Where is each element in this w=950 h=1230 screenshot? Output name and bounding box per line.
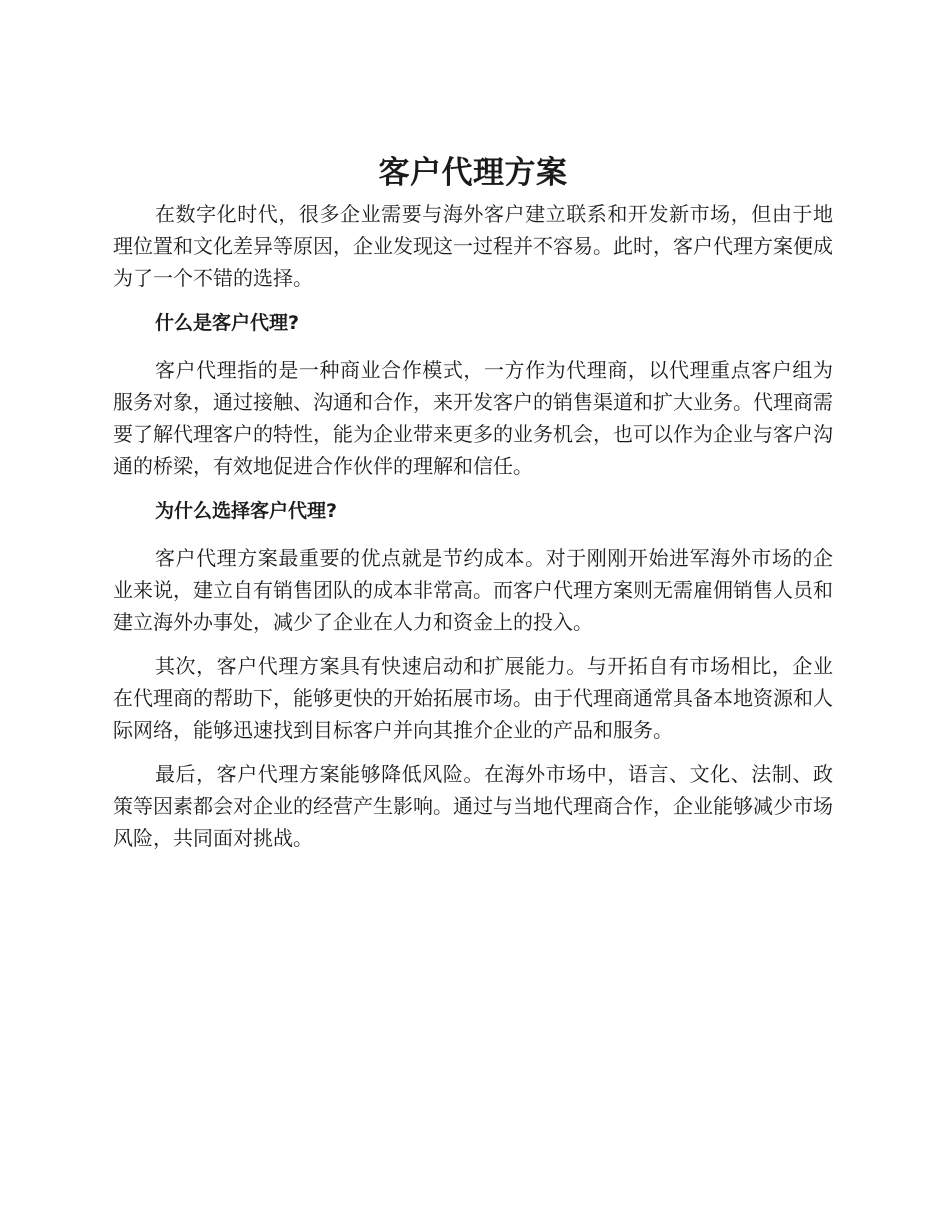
section-heading: 为什么选择客户代理?	[155, 500, 338, 522]
section-why-choose-agency	[113, 496, 833, 854]
section-paragraph: 客户代理方案最重要的优点就是节约成本。对于刚刚开始进军海外市场的企业来说，建立自有销售团队的成本非常高。而客户代理方案则无需雇佣销售人员和建立海外办事处，减少了企业在人力和资金上的投入。	[113, 546, 833, 634]
section-paragraph: 最后，客户代理方案能够降低风险。在海外市场中，语言、文化、法制、政策等因素都会对企业的经营产生影响。通过与当地代理商合作，企业能够减少市场风险，共同面对挑战。	[113, 762, 833, 850]
intro-paragraph: 在数字化时代，很多企业需要与海外客户建立联系和开发新市场，但由于地理位置和文化差异等原因，企业发现这一过程并不容易。此时，客户代理方案便成为了一个不错的选择。	[113, 202, 833, 290]
section-what-is-agency	[113, 308, 833, 482]
section-paragraph: 客户代理指的是一种商业合作模式，一方作为代理商，以代理重点客户组为服务对象，通过接触、沟通和合作，来开发客户的销售渠道和扩大业务。代理商需要了解代理客户的特性，能为企业带来更多的业务机会，也可以作为企业与客户沟通的桥梁，有效地促进合作伙伴的理解和信任。	[113, 358, 833, 478]
section-paragraph: 其次，客户代理方案具有快速启动和扩展能力。与开拓自有市场相比，企业在代理商的帮助下，能够更快的开始拓展市场。由于代理商通常具备本地资源和人际网络，能够迅速找到目标客户并向其推介企业的产品和服务。	[113, 654, 833, 742]
document-title: 客户代理方案	[378, 155, 568, 191]
section-heading: 什么是客户代理?	[155, 312, 300, 334]
document-page	[113, 150, 833, 866]
